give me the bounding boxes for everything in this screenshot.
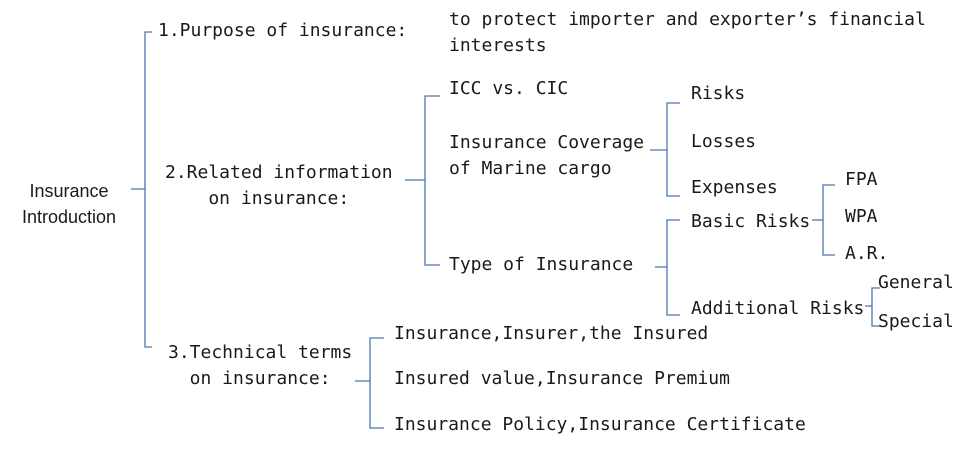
technical-item-2: Insured value,Insurance Premium xyxy=(394,368,730,389)
additional-risks-label: Additional Risks xyxy=(691,298,865,319)
purpose-text xyxy=(449,7,926,59)
technical-item-1: Insurance,Insurer,the Insured xyxy=(394,323,709,344)
related-label-line1: 2.Related information xyxy=(165,162,393,183)
bracket-related xyxy=(425,96,440,265)
bracket-coverage xyxy=(667,103,680,196)
types-label: Type of Insurance xyxy=(449,254,634,275)
bracket-main xyxy=(145,32,152,347)
technical-item-3: Insurance Policy,Insurance Certificate xyxy=(394,414,806,435)
bracket-technical xyxy=(370,338,384,428)
root-line1: Insurance xyxy=(29,181,109,201)
coverage-item-risks: Risks xyxy=(691,83,746,104)
additional-item-special: Special xyxy=(878,311,954,332)
technical-label-line2: on insurance: xyxy=(189,368,331,389)
bracket-basic xyxy=(823,185,835,255)
basic-risks-label: Basic Risks xyxy=(691,211,811,232)
coverage-label xyxy=(449,130,644,182)
technical-label-line1: 3.Technical terms xyxy=(168,342,353,363)
coverage-label-line1: Insurance Coverage xyxy=(449,132,645,153)
bracket-types xyxy=(667,220,680,315)
root-node xyxy=(2,178,136,230)
coverage-item-expenses: Expenses xyxy=(691,177,778,198)
purpose-label: 1.Purpose of insurance: xyxy=(158,20,408,41)
root-line2: Introduction xyxy=(21,207,117,227)
basic-item-ar: A.R. xyxy=(845,243,889,264)
additional-item-general: General xyxy=(878,272,954,293)
purpose-text-line2: interests xyxy=(449,35,547,56)
coverage-label-line2: of Marine cargo xyxy=(449,158,612,179)
basic-item-fpa: FPA xyxy=(845,169,878,190)
related-label xyxy=(165,160,393,212)
icc-vs-cic: ICC vs. CIC xyxy=(449,78,569,99)
basic-item-wpa: WPA xyxy=(845,206,878,227)
purpose-text-line1: to protect importer and exporter’s financial xyxy=(449,9,926,30)
coverage-item-losses: Losses xyxy=(691,131,757,152)
technical-label xyxy=(168,340,352,392)
related-label-line2: on insurance: xyxy=(208,188,350,209)
